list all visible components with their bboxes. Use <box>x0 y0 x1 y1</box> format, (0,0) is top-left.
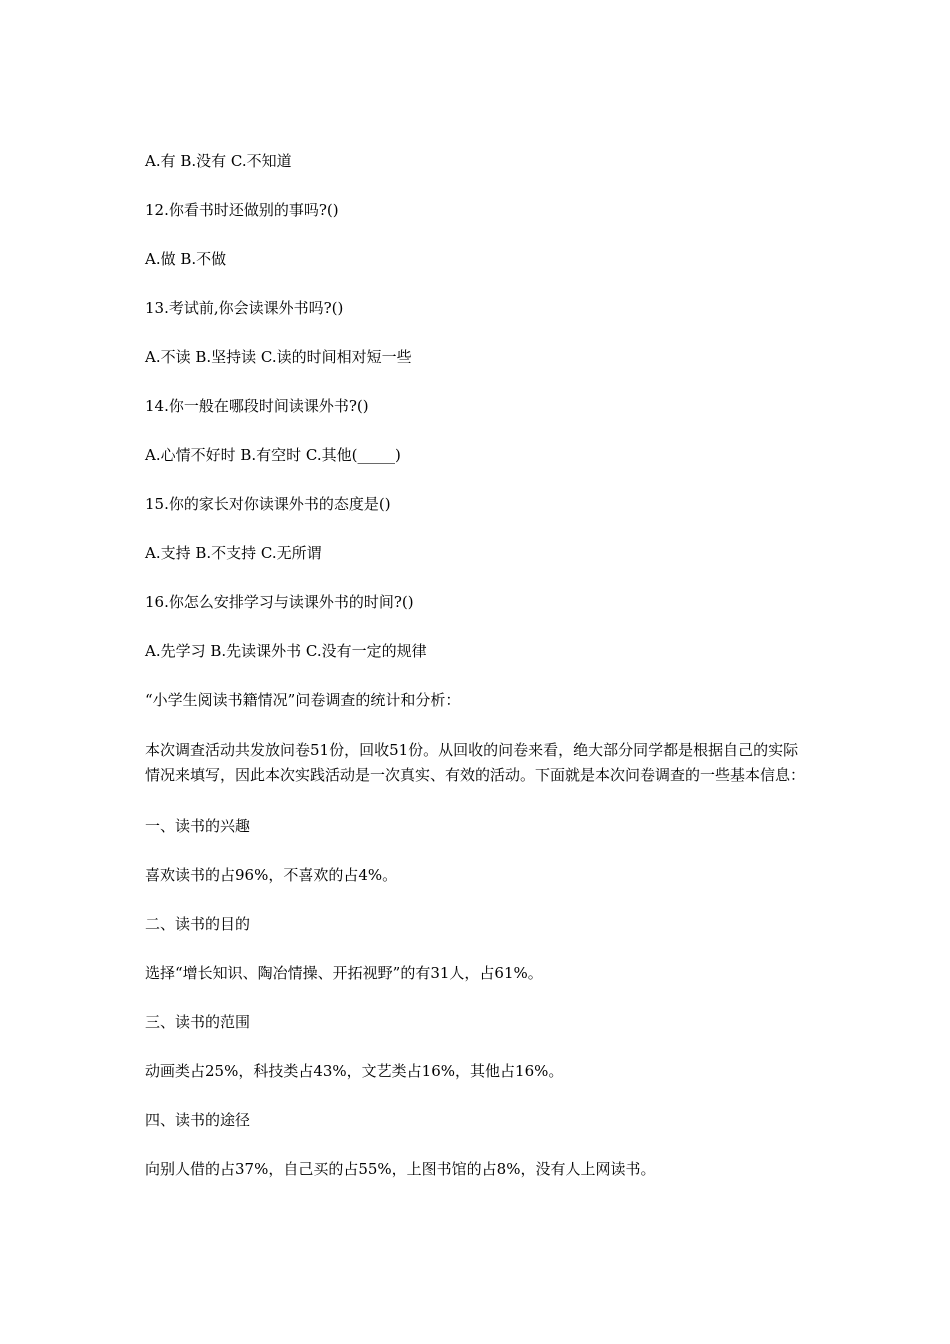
section-body-purpose: 选择“增长知识、陶冶情操、开拓视野”的有31人，占61%。 <box>145 964 543 982</box>
option-line-q16: A.先学习 B.先读课外书 C.没有一定的规律 <box>145 642 427 660</box>
option-line-q14: A.心情不好时 B.有空时 C.其他(_____) <box>145 446 401 464</box>
question-15: 15.你的家长对你读课外书的态度是() <box>145 495 391 513</box>
option-line-q13: A.不读 B.坚持读 C.读的时间相对短一些 <box>145 348 412 366</box>
option-line-q15: A.支持 B.不支持 C.无所谓 <box>145 544 322 562</box>
section-body-channel: 向别人借的占37%，自己买的占55%，上图书馆的占8%，没有人上网读书。 <box>145 1160 656 1178</box>
section-body-interest: 喜欢读书的占96%，不喜欢的占4%。 <box>145 866 398 884</box>
option-line-q12: A.做 B.不做 <box>145 250 227 268</box>
option-line-q11: A.有 B.没有 C.不知道 <box>145 152 292 170</box>
analysis-heading: “小学生阅读书籍情况”问卷调查的统计和分析： <box>145 691 461 709</box>
section-heading-purpose: 二、读书的目的 <box>145 915 251 933</box>
analysis-intro: 本次调查活动共发放问卷51份，回收51份。从回收的问卷来看，绝大部分同学都是根据自己的实际情况来填写，因此本次实践活动是一次真实、有效的活动。下面就是本次问卷调查的一些基本信息： <box>145 741 806 784</box>
question-13: 13.考试前,你会读课外书吗?() <box>145 299 344 317</box>
question-14: 14.你一般在哪段时间读课外书?() <box>145 397 369 415</box>
section-body-scope: 动画类占25%，科技类占43%，文艺类占16%，其他占16%。 <box>145 1062 564 1080</box>
section-heading-channel: 四、读书的途径 <box>145 1111 251 1129</box>
document-page <box>145 150 813 1207</box>
section-heading-scope: 三、读书的范围 <box>145 1013 251 1031</box>
question-16: 16.你怎么安排学习与读课外书的时间?() <box>145 593 414 611</box>
question-12: 12.你看书时还做别的事吗?() <box>145 201 339 219</box>
section-heading-interest: 一、读书的兴趣 <box>145 817 251 835</box>
